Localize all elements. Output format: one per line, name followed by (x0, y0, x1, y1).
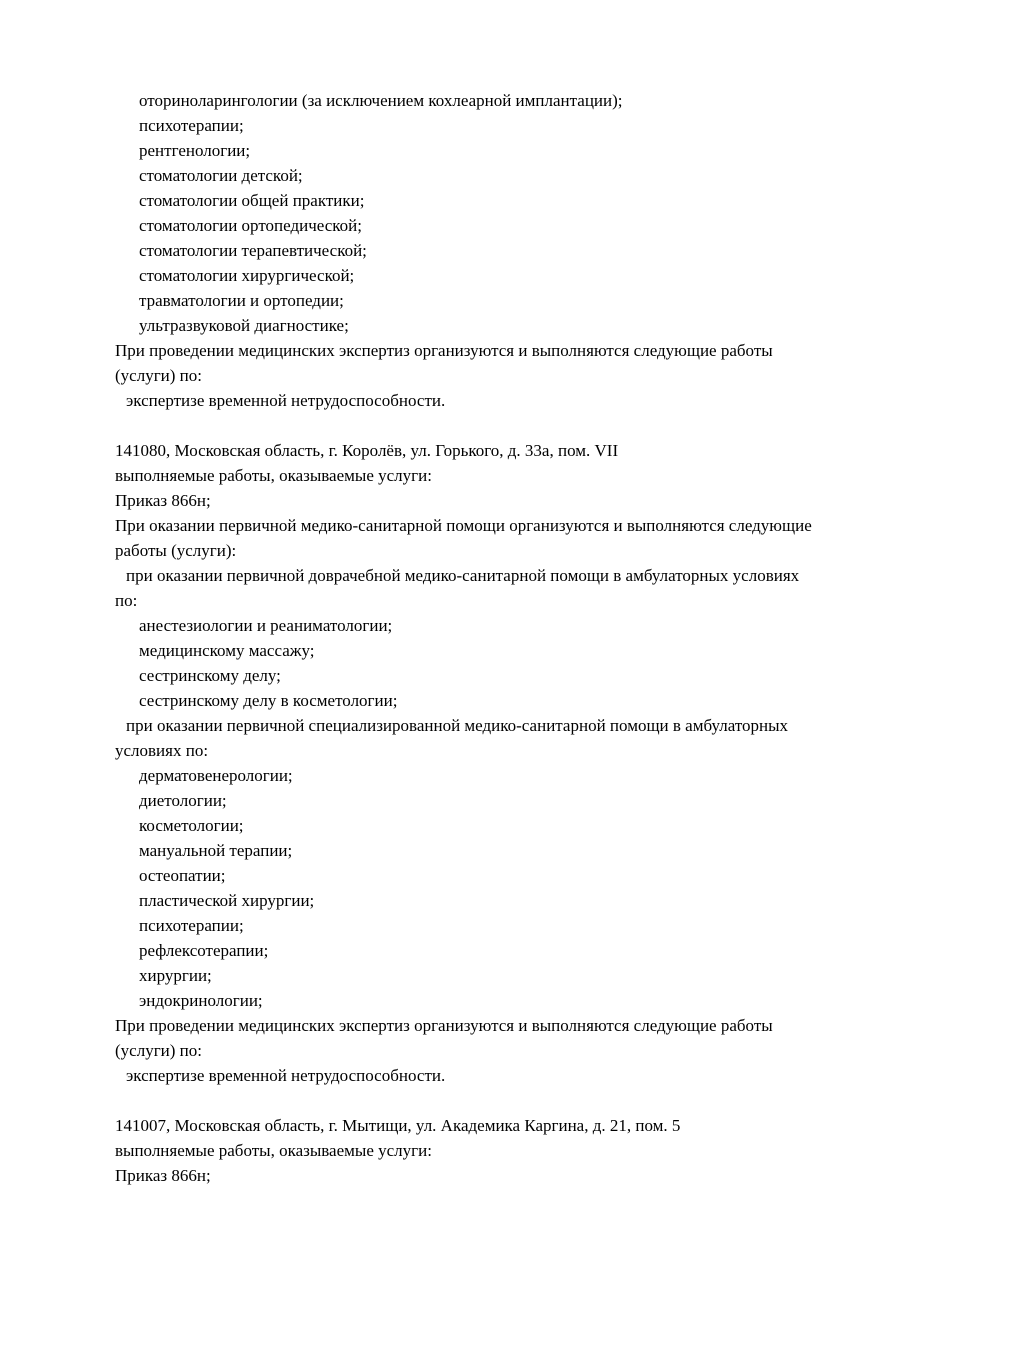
document-line: экспертизе временной нетрудоспособности. (126, 391, 446, 410)
document-line: работы (услуги): (115, 541, 237, 560)
document-line: (услуги) по: (115, 366, 202, 385)
document-line: (услуги) по: (115, 1041, 202, 1060)
document-line: диетологии; (139, 791, 227, 810)
document-line: остеопатии; (139, 866, 226, 885)
document-line (115, 413, 964, 438)
document-line: При оказании первичной медико-санитарной помощи организуются и выполняются следующие (115, 516, 812, 535)
document-line: стоматологии детской; (139, 166, 303, 185)
document-line: травматологии и ортопедии; (139, 291, 344, 310)
document-line: ультразвуковой диагностике; (139, 316, 349, 335)
document-line: Приказ 866н; (115, 491, 211, 510)
document-line: эндокринологии; (139, 991, 263, 1010)
document-line: хирургии; (139, 966, 212, 985)
document-line: психотерапии; (139, 916, 244, 935)
document-line: пластической хирургии; (139, 891, 315, 910)
document-line (115, 1088, 964, 1113)
document-line: косметологии; (139, 816, 244, 835)
document-line: При проведении медицинских экспертиз организуются и выполняются следующие работы (115, 341, 773, 360)
document-line: при оказании первичной доврачебной медико-санитарной помощи в амбулаторных условиях (126, 566, 800, 585)
document-line: дерматовенерологии; (139, 766, 293, 785)
document-line: рентгенологии; (139, 141, 251, 160)
document-line: экспертизе временной нетрудоспособности. (126, 1066, 446, 1085)
document-line: сестринскому делу; (139, 666, 281, 685)
document-line: стоматологии хирургической; (139, 266, 355, 285)
document-line: Приказ 866н; (115, 1166, 211, 1185)
document-line: по: (115, 591, 138, 610)
document-line: стоматологии терапевтической; (139, 241, 367, 260)
document-line: сестринскому делу в косметологии; (139, 691, 398, 710)
document-line: При проведении медицинских экспертиз организуются и выполняются следующие работы (115, 1016, 773, 1035)
document-line: медицинскому массажу; (139, 641, 315, 660)
document-line: выполняемые работы, оказываемые услуги: (115, 1141, 432, 1160)
document-body (115, 88, 964, 1188)
document-line: оториноларингологии (за исключением кохлеарной имплантации); (139, 91, 623, 110)
document-line: условиях по: (115, 741, 209, 760)
document-line: анестезиологии и реаниматологии; (139, 616, 393, 635)
document-line: психотерапии; (139, 116, 244, 135)
document-line: 141007, Московская область, г. Мытищи, ул. Академика Каргина, д. 21, пом. 5 (115, 1116, 681, 1135)
document-line: рефлексотерапии; (139, 941, 269, 960)
document-line: стоматологии ортопедической; (139, 216, 362, 235)
document-line: выполняемые работы, оказываемые услуги: (115, 466, 432, 485)
document-line: стоматологии общей практики; (139, 191, 365, 210)
document-line: 141080, Московская область, г. Королёв, ул. Горького, д. 33а, пом. VII (115, 441, 619, 460)
document-line: при оказании первичной специализированной медико-санитарной помощи в амбулаторных (126, 716, 789, 735)
document-line: мануальной терапии; (139, 841, 293, 860)
